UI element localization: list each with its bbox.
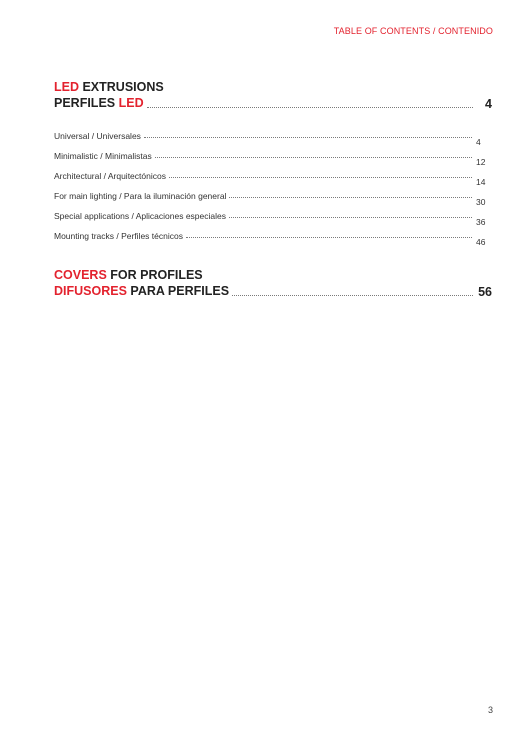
section-page-number: 4 <box>485 97 492 111</box>
toc-item-label: Architectural / Arquitectónicos <box>54 171 166 181</box>
dotted-leader <box>186 237 472 238</box>
section-heading-row[interactable] <box>54 95 492 111</box>
heading-text: FOR PROFILES <box>106 268 203 282</box>
dotted-leader <box>169 177 472 178</box>
toc-item-label: For main lighting / Para la iluminación general <box>54 191 227 201</box>
toc-item[interactable] <box>54 162 492 187</box>
section-heading-line-2 <box>54 95 144 111</box>
dotted-leader <box>232 295 473 296</box>
section-heading-line-2 <box>54 283 229 299</box>
toc-item-page: 36 <box>476 217 486 227</box>
heading-accent-text: LED <box>54 80 79 94</box>
section-heading-line-1 <box>54 79 492 95</box>
toc-section-covers <box>54 267 492 299</box>
toc-item-page: 46 <box>476 237 486 247</box>
toc-item-label: Special applications / Aplicaciones especiales <box>54 211 226 221</box>
toc-item-label: Mounting tracks / Perfiles técnicos <box>54 231 183 241</box>
toc-item-page: 12 <box>476 157 486 167</box>
dotted-leader <box>229 217 472 218</box>
toc-item[interactable] <box>54 202 492 227</box>
section-heading-row[interactable] <box>54 283 492 299</box>
heading-accent-text: LED <box>118 96 144 110</box>
heading-accent-text: DIFUSORES <box>54 284 127 298</box>
dotted-leader <box>147 107 473 108</box>
toc-item-page: 14 <box>476 177 486 187</box>
toc-item[interactable] <box>54 182 492 207</box>
dotted-leader <box>229 197 472 198</box>
page-header-title: TABLE OF CONTENTS / CONTENIDO <box>333 26 493 36</box>
heading-accent-text: COVERS <box>54 268 107 282</box>
section-heading-line-1 <box>54 267 492 283</box>
toc-item-page: 30 <box>476 197 486 207</box>
toc-item-page: 4 <box>476 137 481 147</box>
toc-item[interactable] <box>54 142 492 167</box>
toc-item-label: Minimalistic / Minimalistas <box>54 151 152 161</box>
heading-text: PERFILES <box>54 96 119 110</box>
dotted-leader <box>144 137 472 138</box>
dotted-leader <box>155 157 472 158</box>
toc-section-led-extrusions <box>54 79 492 247</box>
toc-item-label: Universal / Universales <box>54 131 141 141</box>
toc-item[interactable] <box>54 222 492 247</box>
toc-item[interactable] <box>54 122 492 147</box>
heading-text: PARA PERFILES <box>126 284 230 298</box>
heading-text: EXTRUSIONS <box>79 80 164 94</box>
section-page-number: 56 <box>478 285 492 299</box>
toc-item-list <box>54 122 492 247</box>
footer-page-number: 3 <box>487 705 493 715</box>
